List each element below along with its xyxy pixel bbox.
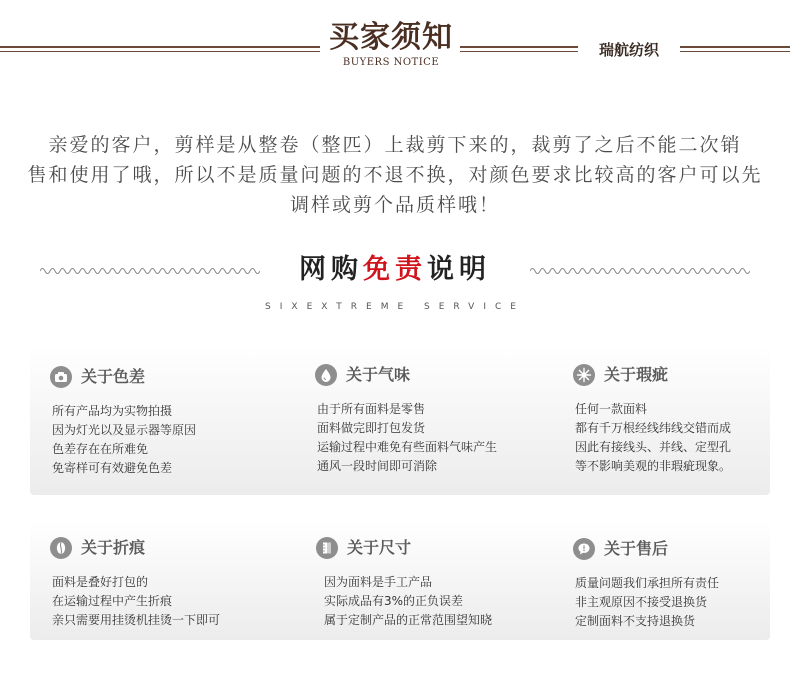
card-line: 在运输过程中产生折痕 <box>52 594 173 608</box>
card-line: 因此有接线头、并线、定型孔 <box>575 440 732 454</box>
card-title: 关于瑕疵 <box>604 365 669 384</box>
header-line-mid-thin <box>460 51 578 52</box>
card-body <box>575 574 719 631</box>
card-line: 等不影响美观的非瑕疵现象。 <box>575 459 732 473</box>
card-line: 任何一款面料 <box>575 402 648 416</box>
header-line-left-thin <box>0 51 320 52</box>
intro-line: 亲爱的客户，剪样是从整卷（整匹）上裁剪下来的，裁剪了之后不能二次销 <box>48 134 742 156</box>
header-line-mid <box>460 46 578 48</box>
card-body <box>317 400 497 476</box>
section-title <box>250 253 540 287</box>
header-line-left <box>0 46 320 48</box>
header-line-right-thin <box>680 51 790 52</box>
card-line: 质量问题我们承担所有责任 <box>575 576 720 590</box>
card-line: 实际成品有3%的正负误差 <box>324 594 464 608</box>
bean-icon <box>50 537 72 559</box>
section-title-part: 网购 <box>299 254 363 285</box>
section-title-part: 说明 <box>427 254 491 285</box>
card-title: 关于售后 <box>604 539 669 558</box>
card-line: 都有千万根经线纬线交错而成 <box>575 421 732 435</box>
card-line: 面料是叠好打包的 <box>52 575 149 589</box>
header-line-right <box>680 46 790 48</box>
card-line: 定制面料不支持退换货 <box>575 614 696 628</box>
wave-decoration-right <box>530 265 750 277</box>
card-body <box>575 400 731 476</box>
card-title: 关于气味 <box>346 365 411 384</box>
card-line: 运输过程中难免有些面料气味产生 <box>317 440 498 454</box>
camera-icon <box>50 366 72 388</box>
star-burst-icon <box>573 364 595 386</box>
card-line: 免寄样可有效避免色差 <box>52 461 173 475</box>
header-subtitle: BUYERS NOTICE <box>342 57 440 68</box>
card-line: 面料做完即打包发货 <box>317 421 426 435</box>
chat-bubble-icon <box>573 538 595 560</box>
card-body <box>324 573 492 630</box>
intro-line: 售和使用了哦，所以不是质量问题的不退不换，对颜色要求比较高的客户可以先 <box>27 164 763 186</box>
card-line: 由于所有面料是零售 <box>317 402 426 416</box>
card-title: 关于尺寸 <box>347 538 412 557</box>
card-title: 关于色差 <box>81 367 146 386</box>
intro-line: 调样或剪个品质样哦！ <box>289 194 500 216</box>
section-title-highlight: 免责 <box>363 254 427 285</box>
card-line: 所有产品均为实物拍摄 <box>52 404 173 418</box>
card-line: 属于定制产品的正常范围望知晓 <box>324 613 493 627</box>
brand-name: 瑞航纺织 <box>598 41 659 59</box>
card-line: 因为面料是手工产品 <box>324 575 433 589</box>
card-title: 关于折痕 <box>81 538 146 557</box>
card-body <box>52 573 220 630</box>
wave-decoration-left <box>40 265 260 277</box>
intro-paragraph <box>20 130 770 220</box>
header-title: 买家须知 <box>329 20 453 55</box>
card-line: 非主观原因不接受退换货 <box>575 595 708 609</box>
section-subtitle: SIXEXTREME SERVICE <box>265 302 525 312</box>
card-line: 因为灯光以及显示器等原因 <box>52 423 197 437</box>
card-line: 通风一段时间即可消除 <box>317 459 438 473</box>
drop-icon <box>315 364 337 386</box>
card-line: 亲只需要用挂烫机挂烫一下即可 <box>52 613 221 627</box>
card-line: 色差存在在所难免 <box>52 442 149 456</box>
ruler-icon <box>316 537 338 559</box>
card-body <box>52 402 196 478</box>
